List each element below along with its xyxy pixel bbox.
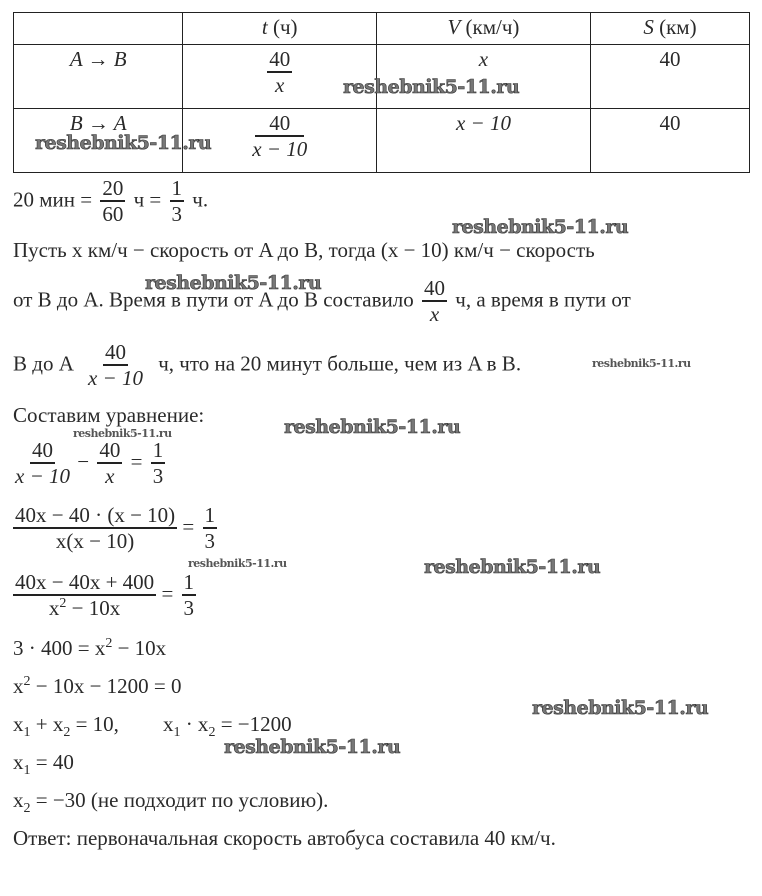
header-var: t xyxy=(261,15,268,39)
distance-cell xyxy=(590,109,749,173)
watermark: reshebnik5-11.ru xyxy=(145,272,322,294)
equation-4 xyxy=(13,636,166,661)
route-cell xyxy=(14,45,183,109)
numerator: 40x − 40x + 400 xyxy=(13,570,156,596)
equation-3 xyxy=(13,570,199,621)
text: = 40 xyxy=(30,750,74,774)
text: B до A xyxy=(13,351,73,376)
operator: − xyxy=(77,449,90,474)
watermark: reshebnik5-11.ru xyxy=(284,416,461,438)
equation-heading: Составим уравнение: xyxy=(13,403,205,427)
fraction xyxy=(203,503,218,554)
text: x xyxy=(13,712,24,736)
watermark: reshebnik5-11.ru xyxy=(224,736,401,758)
numerator: 20 xyxy=(100,176,125,202)
answer: Ответ: первоначальная скорость автобуса составила 40 км/ч. xyxy=(13,826,556,850)
time-cell xyxy=(183,109,377,173)
subscript: 1 xyxy=(23,763,31,779)
text: = −30 (не подходит по условию). xyxy=(30,788,329,812)
fraction xyxy=(13,438,72,489)
watermark: reshebnik5-11.ru xyxy=(35,132,212,154)
text: 20 мин = xyxy=(13,187,93,212)
denominator: x xyxy=(429,302,440,327)
distance: 40 xyxy=(659,111,681,135)
exponent: 2 xyxy=(23,674,31,689)
denominator: 3 xyxy=(183,596,195,621)
denominator: x xyxy=(275,73,285,98)
equation-7 xyxy=(13,750,74,779)
fraction xyxy=(250,111,309,162)
watermark: reshebnik5-11.ru xyxy=(73,427,172,440)
operator: = xyxy=(161,581,174,606)
numerator: 40 xyxy=(103,340,128,366)
fraction xyxy=(13,503,177,554)
header-cell xyxy=(590,13,749,45)
header-var: V xyxy=(447,15,461,39)
numerator: 40 xyxy=(97,438,122,464)
fraction xyxy=(100,176,125,227)
text: ч, что на 20 минут больше, чем из A в B. xyxy=(158,351,522,376)
numerator: 40 xyxy=(255,111,304,137)
watermark: reshebnik5-11.ru xyxy=(532,697,709,719)
numerator: 40 xyxy=(30,438,55,464)
equation-5 xyxy=(13,674,182,699)
text: x xyxy=(13,674,24,698)
conversion-line xyxy=(13,176,208,227)
fraction xyxy=(267,47,292,98)
fraction xyxy=(422,276,447,327)
equation-8 xyxy=(13,788,328,817)
equation-2 xyxy=(13,503,220,554)
text: x xyxy=(13,750,24,774)
header-cell xyxy=(376,13,590,45)
numerator: 1 xyxy=(203,503,218,529)
fraction xyxy=(182,570,197,621)
exponent: 2 xyxy=(59,596,67,612)
subscript: 1 xyxy=(23,725,31,741)
fraction xyxy=(13,570,156,621)
distance-cell xyxy=(590,45,749,109)
fraction xyxy=(170,176,185,227)
subscript: 2 xyxy=(208,725,216,741)
text: · x xyxy=(180,712,209,736)
watermark: reshebnik5-11.ru xyxy=(188,557,287,570)
text: ч = xyxy=(133,187,162,212)
numerator: 1 xyxy=(182,570,197,596)
text: − 10x xyxy=(112,636,167,660)
text: от B до A. Время в пути от A до B составило xyxy=(13,287,414,312)
text: ч, а время в пути от xyxy=(455,287,631,312)
numerator: 1 xyxy=(170,176,185,202)
denominator: 3 xyxy=(171,202,183,227)
fraction xyxy=(151,438,166,489)
header-cell xyxy=(183,13,377,45)
denominator: x − 10 xyxy=(15,464,70,489)
header-unit: (ч) xyxy=(267,15,298,39)
exponent: 2 xyxy=(105,636,113,651)
subscript: 2 xyxy=(23,801,31,817)
watermark: reshebnik5-11.ru xyxy=(343,76,520,98)
table-header-row xyxy=(14,13,750,45)
numerator: 40 xyxy=(422,276,447,302)
equation-1 xyxy=(13,438,168,489)
speed: x − 10 xyxy=(455,111,511,135)
denominator: x − 10 xyxy=(252,137,308,162)
route: A → B xyxy=(69,47,127,71)
fraction xyxy=(86,340,145,391)
text: ч. xyxy=(192,187,209,212)
text: x xyxy=(48,596,60,621)
distance: 40 xyxy=(659,47,681,71)
header-unit: (км/ч) xyxy=(460,15,520,39)
text: = −1200 xyxy=(215,712,292,736)
subscript: 2 xyxy=(63,725,71,741)
numerator: 40x − 40 · (x − 10) xyxy=(13,503,177,529)
paragraph-line: Пусть x км/ч − скорость от A до B, тогда (x − 10) км/ч − скорость xyxy=(13,238,595,262)
header-unit: (км) xyxy=(653,15,697,39)
text: + x xyxy=(30,712,64,736)
text: − 10x xyxy=(66,596,121,621)
fraction xyxy=(97,438,122,489)
operator: = xyxy=(130,449,143,474)
text: − 10x − 1200 = 0 xyxy=(30,674,182,698)
paragraph-line xyxy=(13,340,521,391)
text: x xyxy=(13,788,24,812)
denominator: 60 xyxy=(102,202,124,227)
header-cell xyxy=(14,13,183,45)
denominator: 3 xyxy=(204,529,216,554)
header-var: S xyxy=(643,15,654,39)
speed: x xyxy=(478,47,489,71)
text: = 10, xyxy=(70,712,119,736)
denominator: x xyxy=(105,464,115,489)
route: B → A xyxy=(69,111,127,135)
denominator xyxy=(47,596,122,621)
numerator: 40 xyxy=(267,47,292,73)
subscript: 1 xyxy=(173,725,181,741)
denominator: x − 10 xyxy=(87,366,143,391)
denominator: 3 xyxy=(152,464,164,489)
watermark: reshebnik5-11.ru xyxy=(424,556,601,578)
operator: = xyxy=(182,514,195,539)
denominator: x(x − 10) xyxy=(55,529,135,554)
text: 3 · 400 = x xyxy=(13,636,106,660)
watermark: reshebnik5-11.ru xyxy=(452,216,629,238)
watermark: reshebnik5-11.ru xyxy=(592,357,691,370)
paragraph-line xyxy=(13,276,631,327)
speed-cell xyxy=(376,109,590,173)
text: x xyxy=(162,712,174,736)
numerator: 1 xyxy=(151,438,166,464)
